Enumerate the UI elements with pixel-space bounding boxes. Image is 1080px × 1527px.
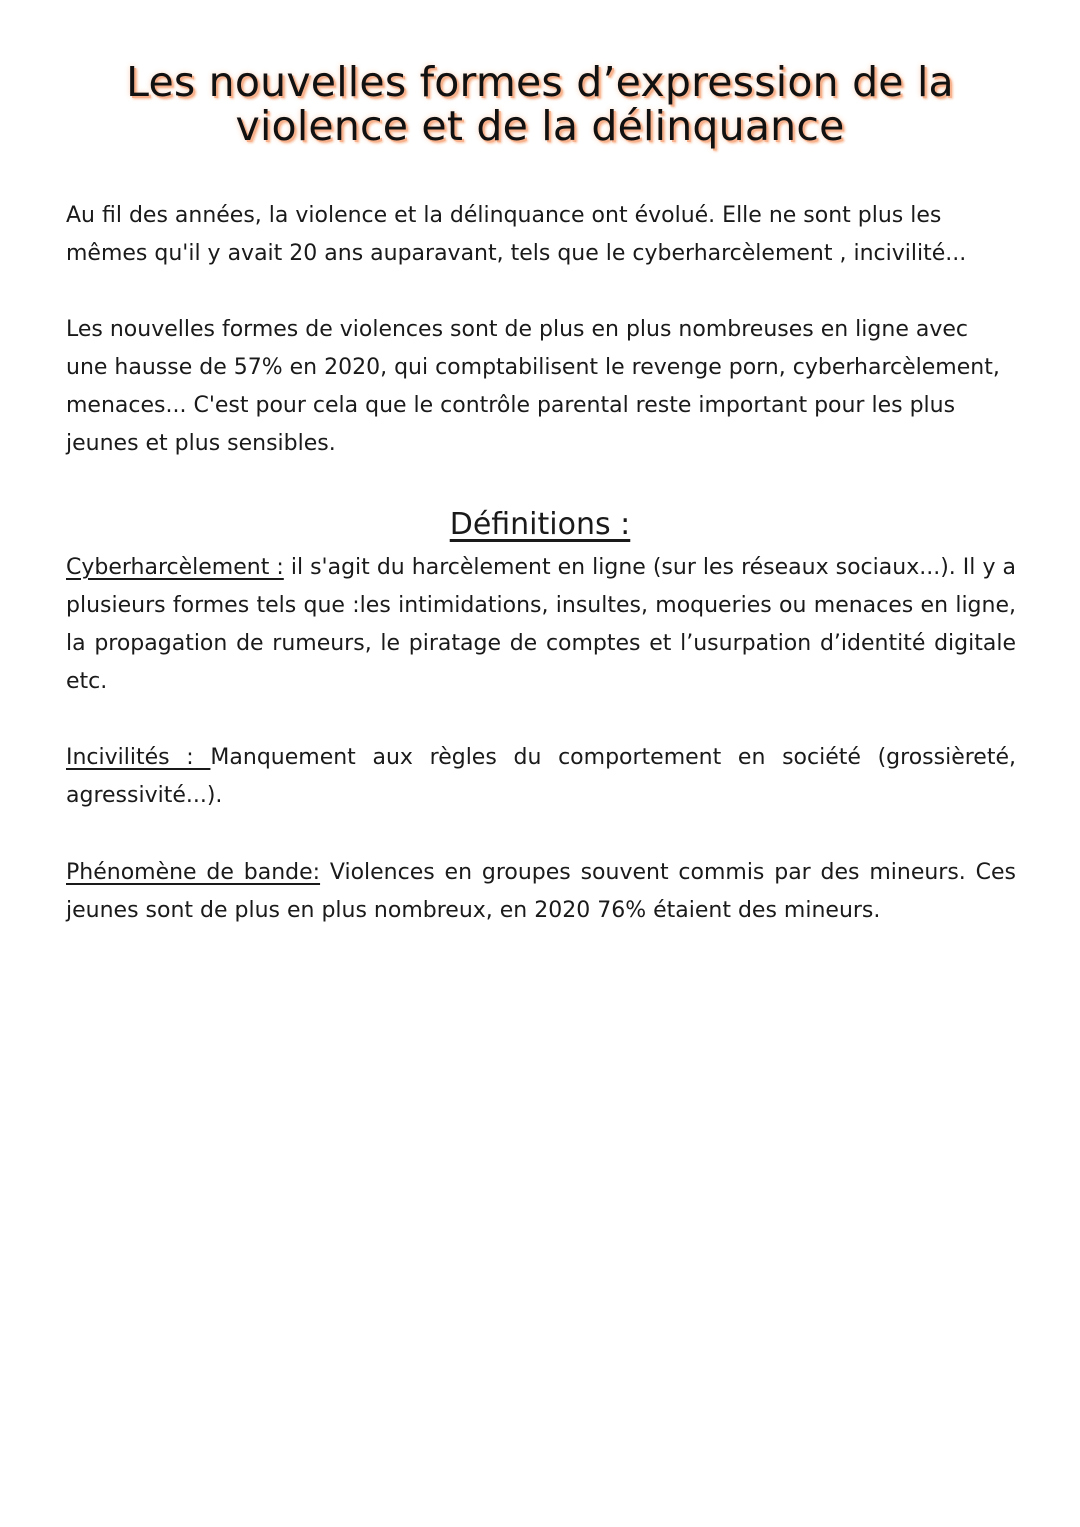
title-line-1: Les nouvelles formes d’expression de la — [126, 58, 954, 106]
definition-text: Violences en groupes souvent commis par des mineurs. Ces jeunes sont de plus en plus nombreux, en 2020 76% étaient des mineurs. — [66, 860, 1016, 923]
definition-term: Phénomène de bande: — [66, 860, 321, 885]
intro-paragraph-1: Au fil des années, la violence et la délinquance ont évolué. Elle ne sont plus les mêmes qu'il y avait 20 ans auparavant, tels que le cyberharcèlement , incivilité... — [66, 203, 967, 266]
definitions-heading: Définitions : — [449, 507, 631, 542]
title-line-2: violence et de la délinquance — [235, 102, 845, 150]
definition-term: Cyberharcèlement : — [66, 555, 284, 580]
definition-text: Manquement aux règles du comportement en société (grossièreté, agressivité...). — [66, 745, 1016, 808]
definition-cyberharcelement — [66, 549, 1016, 701]
definition-incivilites — [66, 739, 1016, 815]
intro-paragraph-2: Les nouvelles formes de violences sont de plus en plus nombreuses en ligne avec une hausse de 57% en 2020, qui comptabilisent le revenge porn, cyberharcèlement, menaces... C'est pour cela que le contrôle parental reste important pour les plus jeunes et plus sensibles. — [66, 317, 1000, 456]
page-title — [90, 60, 990, 148]
definition-phenomene-de-bande — [66, 854, 1016, 930]
definition-term: Incivilités : — [66, 745, 211, 770]
definition-text: il s'agit du harcèlement en ligne (sur les réseaux sociaux...). Il y a plusieurs formes tels que :les intimidations, insultes, moqueries ou menaces en ligne, la propagation de rumeurs, le piratage de comptes et l’usurpation d’identité digitale etc. — [66, 555, 1016, 694]
